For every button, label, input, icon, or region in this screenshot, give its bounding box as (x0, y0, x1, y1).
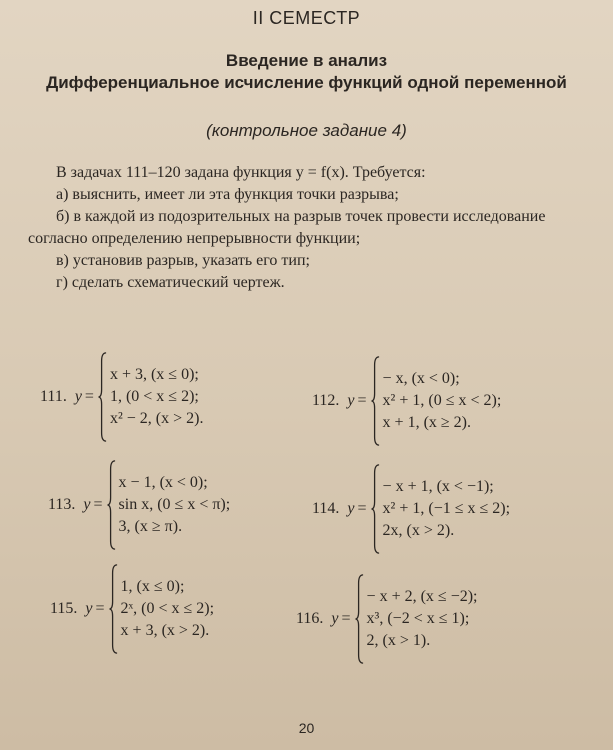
task-description (28, 162, 580, 294)
case-line: 1, (0 < x ≤ 2); (109, 388, 199, 405)
intro-line: В задачах 111–120 задана функция y = f(x). Требуется: (56, 164, 426, 181)
left-brace-icon (109, 564, 118, 654)
assignment-subtitle: (контрольное задание 4) (206, 121, 407, 140)
case-line: x + 3, (x > 2). (120, 622, 210, 639)
problem-115 (50, 564, 214, 654)
problem-number: 114. (312, 500, 340, 517)
function-lhs: y = (331, 610, 351, 627)
case-line: x − 1, (x < 0); (118, 474, 208, 491)
piecewise-cases (121, 576, 215, 642)
piecewise-cases (367, 586, 478, 652)
problem-116 (296, 574, 478, 664)
case-line: 3, (x ≥ π). (118, 518, 183, 535)
section-title (40, 50, 573, 94)
function-lhs: y = (74, 388, 94, 405)
case-line: 2x, (x > 2). (382, 522, 455, 539)
piecewise-cases (119, 472, 231, 538)
task-item-c: в) установив разрыв, указать его тип; (56, 252, 310, 269)
problem-113 (48, 460, 230, 550)
title-line-1: Введение в анализ (225, 51, 388, 70)
page-number: 20 (298, 720, 315, 736)
case-line: x + 3, (x ≤ 0); (109, 366, 199, 383)
title-line-2: Дифференциальное исчисление функций одной переменной (46, 73, 567, 92)
task-item-d: г) сделать схематический чертеж. (56, 274, 285, 291)
problem-114 (312, 464, 510, 554)
left-brace-icon (107, 460, 116, 550)
problem-number: 116. (296, 610, 324, 627)
piecewise-cases (110, 364, 204, 430)
case-line: x + 1, (x ≥ 2). (382, 414, 472, 431)
left-brace-icon (371, 356, 380, 446)
problem-number: 112. (312, 392, 340, 409)
problem-number: 111. (40, 388, 67, 405)
task-item-a: а) выяснить, имеет ли эта функция точки разрыва; (56, 186, 399, 203)
left-brace-icon (371, 464, 380, 554)
piecewise-cases (383, 476, 511, 542)
case-line: − x, (x < 0); (382, 370, 460, 387)
case-line: x² + 1, (0 ≤ x < 2); (382, 392, 502, 409)
case-line: sin x, (0 ≤ x < π); (118, 496, 231, 513)
case-line: − x + 2, (x ≤ −2); (366, 588, 478, 605)
function-lhs: y = (85, 600, 105, 617)
left-brace-icon (98, 352, 107, 442)
case-line: − x + 1, (x < −1); (382, 478, 494, 495)
semester-heading: II СЕМЕСТР (252, 8, 361, 28)
function-lhs: y = (83, 496, 103, 513)
problem-111 (40, 352, 203, 442)
problem-number: 113. (48, 496, 76, 513)
task-item-b: б) в каждой из подозрительных на разрыв точек провести исследование согласно определению непрерывности функции; (28, 208, 546, 247)
case-line: 1, (x ≤ 0); (120, 578, 185, 595)
problem-112 (312, 356, 501, 446)
case-line: x² + 1, (−1 ≤ x ≤ 2); (382, 500, 511, 517)
case-line: x³, (−2 < x ≤ 1); (366, 610, 470, 627)
case-line: 2ˣ, (0 < x ≤ 2); (120, 600, 215, 617)
problem-number: 115. (50, 600, 78, 617)
case-line: x² − 2, (x > 2). (109, 410, 204, 427)
case-line: 2, (x > 1). (366, 632, 431, 649)
piecewise-cases (383, 368, 502, 434)
function-lhs: y = (347, 500, 367, 517)
left-brace-icon (355, 574, 364, 664)
function-lhs: y = (347, 392, 367, 409)
